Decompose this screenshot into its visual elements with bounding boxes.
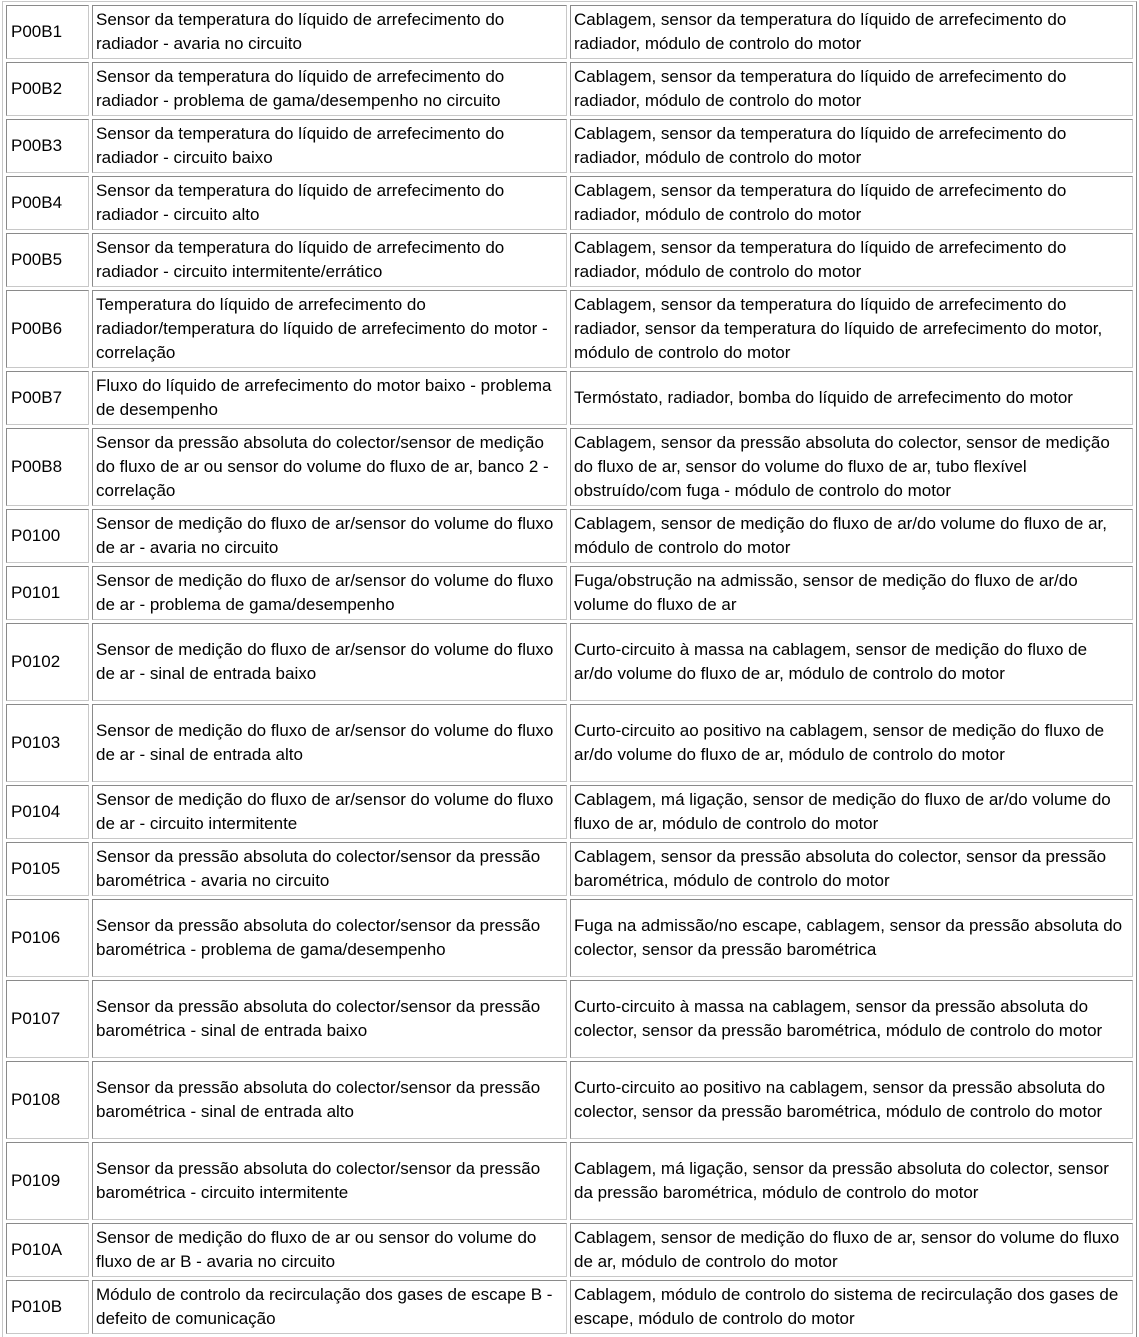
table-row <box>6 1280 1133 1334</box>
dtc-code: P00B8 <box>6 428 89 506</box>
dtc-causes: Termóstato, radiador, bomba do líquido de arrefecimento do motor <box>570 371 1133 425</box>
table-row <box>6 623 1133 701</box>
table-row <box>6 899 1133 977</box>
dtc-causes: Curto-circuito ao positivo na cablagem, sensor de medição do fluxo de ar/do volume do fluxo de ar, módulo de controlo do motor <box>570 704 1133 782</box>
dtc-description: Temperatura do líquido de arrefecimento do radiador/temperatura do líquido de arrefecimento do motor - correlação <box>92 290 567 368</box>
dtc-code: P0109 <box>6 1142 89 1220</box>
dtc-description: Sensor da temperatura do líquido de arrefecimento do radiador - circuito baixo <box>92 119 567 173</box>
dtc-causes: Fuga na admissão/no escape, cablagem, sensor da pressão absoluta do colector, sensor da pressão barométrica <box>570 899 1133 977</box>
table-row <box>6 371 1133 425</box>
dtc-code: P0105 <box>6 842 89 896</box>
dtc-causes: Curto-circuito à massa na cablagem, sensor de medição do fluxo de ar/do volume do fluxo de ar, módulo de controlo do motor <box>570 623 1133 701</box>
table-row <box>6 5 1133 59</box>
dtc-description: Sensor da temperatura do líquido de arrefecimento do radiador - avaria no circuito <box>92 5 567 59</box>
table-row <box>6 785 1133 839</box>
dtc-description: Sensor da temperatura do líquido de arrefecimento do radiador - circuito intermitente/errático <box>92 233 567 287</box>
dtc-causes: Fuga/obstrução na admissão, sensor de medição do fluxo de ar/do volume do fluxo de ar <box>570 566 1133 620</box>
dtc-description: Sensor da pressão absoluta do colector/sensor da pressão barométrica - problema de gama/desempenho <box>92 899 567 977</box>
table-row <box>6 176 1133 230</box>
dtc-code: P00B5 <box>6 233 89 287</box>
dtc-description: Sensor da pressão absoluta do colector/sensor da pressão barométrica - circuito intermitente <box>92 1142 567 1220</box>
dtc-code: P00B6 <box>6 290 89 368</box>
dtc-causes: Curto-circuito ao positivo na cablagem, sensor da pressão absoluta do colector, sensor da pressão barométrica, módulo de controlo do motor <box>570 1061 1133 1139</box>
dtc-causes: Cablagem, sensor de medição do fluxo de ar, sensor do volume do fluxo de ar, módulo de controlo do motor <box>570 1223 1133 1277</box>
dtc-causes: Cablagem, sensor da temperatura do líquido de arrefecimento do radiador, módulo de controlo do motor <box>570 5 1133 59</box>
dtc-causes: Cablagem, sensor da pressão absoluta do colector, sensor de medição do fluxo de ar, sensor do volume do fluxo de ar, tubo flexível obstruído/com fuga - módulo de controlo do motor <box>570 428 1133 506</box>
table-row <box>6 119 1133 173</box>
table-row <box>6 1142 1133 1220</box>
dtc-code: P00B4 <box>6 176 89 230</box>
dtc-description: Sensor de medição do fluxo de ar/sensor do volume do fluxo de ar - avaria no circuito <box>92 509 567 563</box>
dtc-causes: Cablagem, módulo de controlo do sistema de recirculação dos gases de escape, módulo de controlo do motor <box>570 1280 1133 1334</box>
dtc-causes: Cablagem, sensor de medição do fluxo de ar/do volume do fluxo de ar, módulo de controlo do motor <box>570 509 1133 563</box>
dtc-description: Sensor de medição do fluxo de ar/sensor do volume do fluxo de ar - sinal de entrada alto <box>92 704 567 782</box>
table-row <box>6 290 1133 368</box>
dtc-description: Módulo de controlo da recirculação dos gases de escape B - defeito de comunicação <box>92 1280 567 1334</box>
dtc-code: P010A <box>6 1223 89 1277</box>
table-row <box>6 566 1133 620</box>
dtc-description: Sensor da pressão absoluta do colector/sensor da pressão barométrica - sinal de entrada alto <box>92 1061 567 1139</box>
table-row <box>6 62 1133 116</box>
table-row <box>6 1223 1133 1277</box>
table-row <box>6 509 1133 563</box>
dtc-description: Sensor da pressão absoluta do colector/sensor da pressão barométrica - sinal de entrada baixo <box>92 980 567 1058</box>
table-row <box>6 1061 1133 1139</box>
table-row <box>6 704 1133 782</box>
dtc-code: P0108 <box>6 1061 89 1139</box>
dtc-code: P00B3 <box>6 119 89 173</box>
dtc-code: P0101 <box>6 566 89 620</box>
dtc-code: P0103 <box>6 704 89 782</box>
table-row <box>6 428 1133 506</box>
table-row <box>6 233 1133 287</box>
dtc-code: P0104 <box>6 785 89 839</box>
dtc-causes: Cablagem, sensor da pressão absoluta do colector, sensor da pressão barométrica, módulo de controlo do motor <box>570 842 1133 896</box>
dtc-code: P0100 <box>6 509 89 563</box>
table-row <box>6 842 1133 896</box>
dtc-description: Sensor da pressão absoluta do colector/sensor de medição do fluxo de ar ou sensor do volume do fluxo de ar, banco 2 - correlação <box>92 428 567 506</box>
table-row <box>6 980 1133 1058</box>
dtc-causes: Cablagem, sensor da temperatura do líquido de arrefecimento do radiador, sensor da temperatura do líquido de arrefecimento do motor, módulo de controlo do motor <box>570 290 1133 368</box>
dtc-description: Sensor de medição do fluxo de ar/sensor do volume do fluxo de ar - sinal de entrada baixo <box>92 623 567 701</box>
dtc-description: Sensor de medição do fluxo de ar/sensor do volume do fluxo de ar - problema de gama/desempenho <box>92 566 567 620</box>
dtc-code: P00B7 <box>6 371 89 425</box>
dtc-code: P0106 <box>6 899 89 977</box>
dtc-description: Fluxo do líquido de arrefecimento do motor baixo - problema de desempenho <box>92 371 567 425</box>
dtc-causes: Cablagem, sensor da temperatura do líquido de arrefecimento do radiador, módulo de controlo do motor <box>570 119 1133 173</box>
dtc-causes: Cablagem, sensor da temperatura do líquido de arrefecimento do radiador, módulo de controlo do motor <box>570 176 1133 230</box>
dtc-code: P010B <box>6 1280 89 1334</box>
dtc-table-body <box>6 5 1133 1334</box>
dtc-description: Sensor da temperatura do líquido de arrefecimento do radiador - problema de gama/desempenho no circuito <box>92 62 567 116</box>
dtc-causes: Cablagem, sensor da temperatura do líquido de arrefecimento do radiador, módulo de controlo do motor <box>570 233 1133 287</box>
dtc-causes: Cablagem, má ligação, sensor da pressão absoluta do colector, sensor da pressão barométrica, módulo de controlo do motor <box>570 1142 1133 1220</box>
dtc-causes: Curto-circuito à massa na cablagem, sensor da pressão absoluta do colector, sensor da pressão barométrica, módulo de controlo do motor <box>570 980 1133 1058</box>
dtc-description: Sensor da temperatura do líquido de arrefecimento do radiador - circuito alto <box>92 176 567 230</box>
dtc-description: Sensor da pressão absoluta do colector/sensor da pressão barométrica - avaria no circuito <box>92 842 567 896</box>
dtc-table <box>2 1 1137 1337</box>
dtc-causes: Cablagem, má ligação, sensor de medição do fluxo de ar/do volume do fluxo de ar, módulo de controlo do motor <box>570 785 1133 839</box>
dtc-description: Sensor de medição do fluxo de ar ou sensor do volume do fluxo de ar B - avaria no circuito <box>92 1223 567 1277</box>
dtc-code: P0102 <box>6 623 89 701</box>
dtc-description: Sensor de medição do fluxo de ar/sensor do volume do fluxo de ar - circuito intermitente <box>92 785 567 839</box>
dtc-code: P00B2 <box>6 62 89 116</box>
dtc-causes: Cablagem, sensor da temperatura do líquido de arrefecimento do radiador, módulo de controlo do motor <box>570 62 1133 116</box>
dtc-code: P0107 <box>6 980 89 1058</box>
dtc-code: P00B1 <box>6 5 89 59</box>
